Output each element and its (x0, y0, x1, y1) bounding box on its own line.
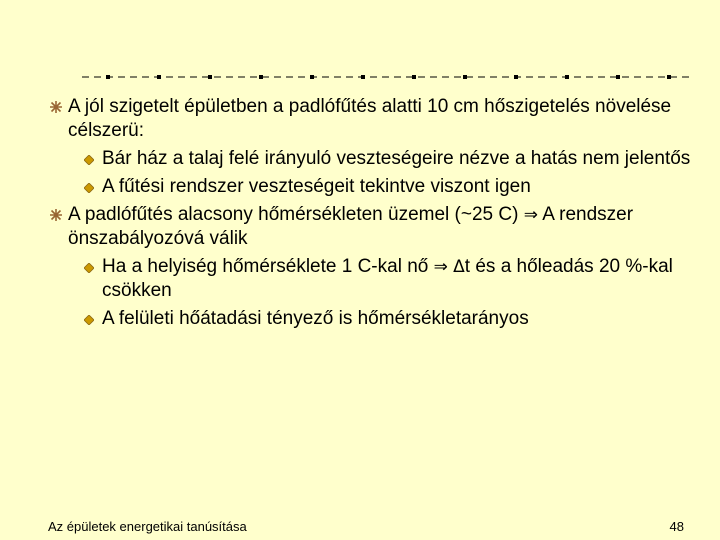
implies-symbol: ⇒ (433, 257, 448, 277)
sub-bullet-item (50, 255, 700, 303)
bullet-text-end: t és a hőleadás 20 %-kal csökken (102, 256, 673, 301)
footer-title: Az épületek energetikai tanúsítása (48, 519, 247, 534)
page-number: 48 (669, 519, 684, 534)
diamond-bullet-icon (84, 155, 94, 165)
bullet-item (50, 203, 700, 251)
slide-body (50, 95, 700, 335)
bullet-text: Bár ház a talaj felé irányuló veszteségeire nézve a hatás nem jelentős (102, 148, 691, 169)
diamond-bullet-icon (84, 183, 94, 193)
star-bullet-icon (50, 209, 62, 221)
sub-bullet-item (50, 307, 700, 331)
decorative-divider-line (82, 70, 694, 84)
sub-bullet-item (50, 175, 700, 199)
bullet-text: A fűtési rendszer veszteségeit tekintve viszont igen (102, 176, 531, 197)
implies-symbol: ⇒ (523, 205, 538, 225)
bullet-text: A felületi hőátadási tényező is hőmérsékletarányos (102, 308, 529, 329)
bullet-text: A jól szigetelt épületben a padlófűtés alatti 10 cm hőszigetelés növelése célszerü: (68, 96, 672, 141)
star-bullet-icon (50, 101, 62, 113)
delta-symbol: Δ (453, 257, 465, 277)
bullet-text-end: A rendszer önszabályozóvá válik (68, 204, 634, 249)
diamond-bullet-icon (84, 315, 94, 325)
diamond-bullet-icon (84, 263, 94, 273)
bullet-text-start: A padlófűtés alacsony hőmérsékleten üzemel (~25 C) (68, 204, 519, 225)
bullet-text-start: Ha a helyiség hőmérséklete 1 C-kal nő (102, 256, 429, 277)
sub-bullet-item (50, 147, 700, 171)
bullet-item (50, 95, 700, 143)
